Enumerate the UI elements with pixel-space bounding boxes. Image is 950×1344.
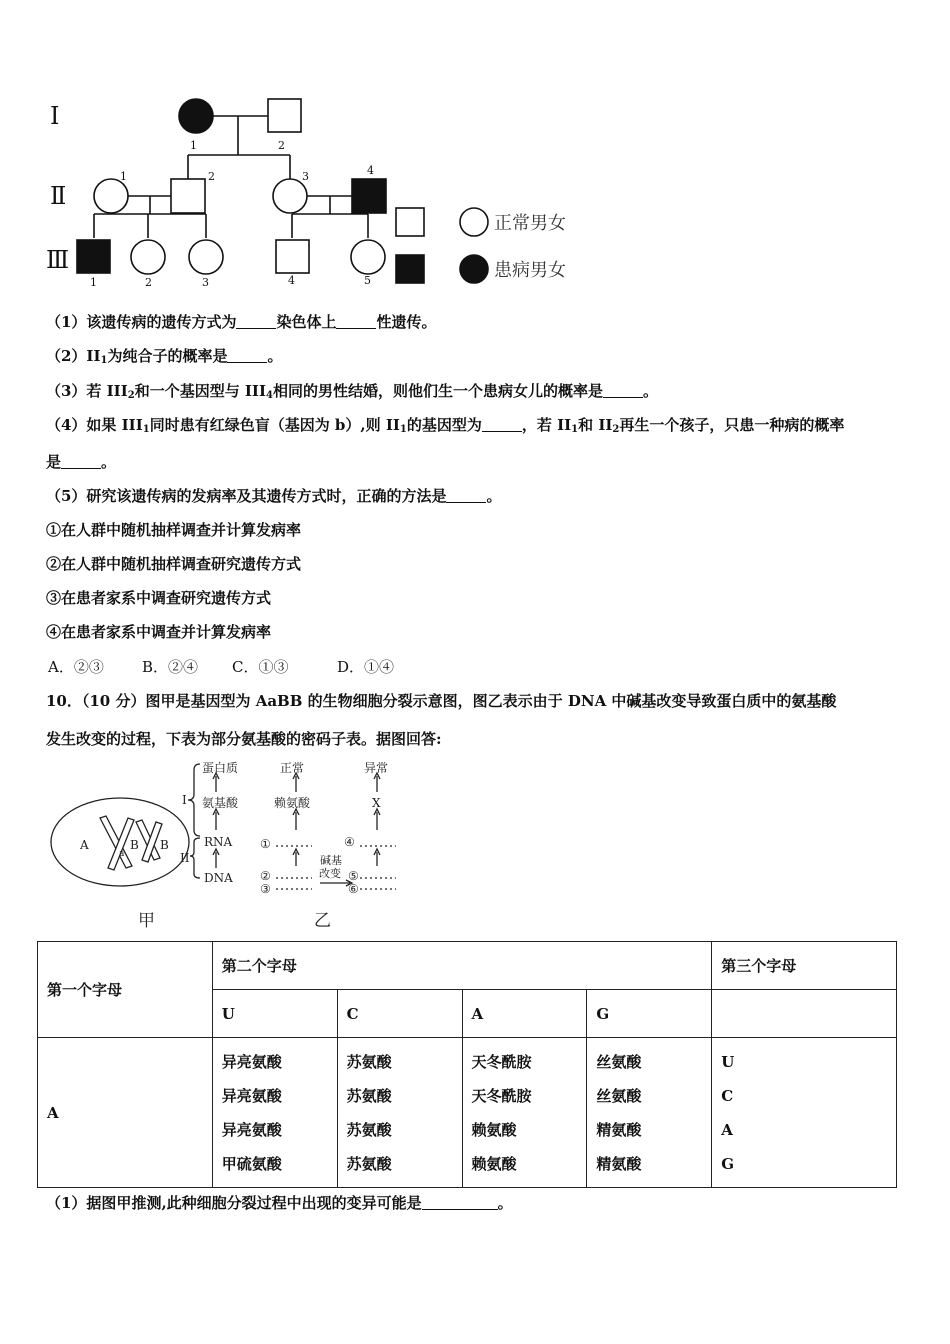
column-A-cells [462,1038,587,1188]
brace-II [190,838,200,878]
figure-label-yi: 乙 [314,911,331,931]
q9-part2-text-b: 为纯合子的概率是 [107,347,228,365]
table-cell: G [721,1154,735,1173]
table-cell: 精氨酸 [596,1120,642,1139]
strand-num-5: ⑤ [348,869,359,883]
answer-blank[interactable] [482,417,522,432]
label-abnormal: 异常 [364,761,389,775]
subscript: 2 [127,390,135,401]
number-III-1: 1 [90,276,97,289]
header-second-letter: 第二个字母 [212,942,711,990]
subscript: 4 [265,390,273,401]
q9-part3-text-d: 。 [642,382,658,400]
q9-part1-text-c: 性遗传。 [376,313,437,331]
generation-label-1: Ⅰ [50,102,60,130]
strand-num-6: ⑥ [348,882,359,896]
individual-III-2 [131,240,165,274]
table-row [38,1038,897,1188]
q9-part4-text-a: （4）如果 III [46,416,143,434]
q9-item-1: ①在人群中随机抽样调查并计算发病率 [46,521,302,539]
number-III-4: 4 [288,274,295,287]
number-III-5: 5 [364,274,371,287]
level-amino-acid: 氨基酸 [202,796,239,810]
table-cell: 天冬酰胺 [471,1086,532,1105]
answer-blank[interactable] [227,348,267,363]
third-letter-cells [712,1038,897,1188]
q9-part3-text-a: （3）若 III [46,382,128,400]
subscript: 1 [142,424,150,435]
table-cell: 苏氨酸 [346,1052,392,1071]
subscript: 1 [571,424,579,435]
second-letter-C: C [337,990,462,1038]
answer-blank[interactable] [61,454,101,469]
q9-part1-text-a: （1）该遗传病的遗传方式为 [46,313,237,331]
q9-part2-text-c: 。 [267,347,283,365]
table-cell: U [721,1052,735,1071]
chromosome-label-a: a [119,849,125,859]
q9-part5 [46,485,501,506]
q9-part4 [46,414,844,435]
option-b[interactable]: B．②④ [142,658,199,676]
figure-label-jia: 甲 [138,911,155,931]
legend-affected-male-icon [396,255,424,283]
number-II-2: 2 [208,170,215,183]
q9-item-2: ②在人群中随机抽样调查研究遗传方式 [46,555,302,573]
chromosome-label-B1: B [130,838,139,852]
q9-item-3: ③在患者家系中调查研究遗传方式 [46,589,272,607]
q9-part3-text-b: 和一个基因型与 III [134,382,266,400]
table-row [38,942,897,990]
individual-III-4 [276,240,309,273]
option-a[interactable]: A．②③ [48,658,104,676]
table-cell: 异亮氨酸 [221,1052,282,1071]
pedigree-chart [40,88,600,293]
q9-part1-text-b: 染色体上 [276,313,337,331]
label-lysine: 赖氨酸 [274,796,311,810]
level-protein: 蛋白质 [202,761,239,775]
individual-II-3 [273,179,307,213]
subscript: 2 [612,424,620,435]
individual-III-3 [189,240,223,274]
individual-III-5 [351,240,385,274]
table-cell-empty [712,990,897,1038]
strand-num-3: ③ [260,882,271,896]
answer-blank[interactable] [422,1195,498,1210]
q9-part4-text-b: 同时患有红绿色盲（基因为 b）,则 II [149,416,400,434]
q10-stem-line1 [46,690,836,711]
number-I-2: 2 [278,139,285,152]
header-first-letter: 第一个字母 [38,942,213,1038]
individual-II-2 [171,179,205,213]
column-U-cells [212,1038,337,1188]
table-cell: 苏氨酸 [346,1086,392,1105]
strand-num-1: ① [260,837,271,851]
option-d[interactable]: D．①④ [337,658,395,676]
subscript: 1 [399,424,407,435]
first-letter-A: A [38,1038,213,1188]
second-letter-G: G [587,990,712,1038]
q9-part5-text-a: （5）研究该遗传病的发病率及其遗传方式时，正确的方法是 [46,487,447,505]
number-II-1: 1 [120,170,127,183]
legend-affected-label: 患病男女 [494,260,566,281]
generation-label-2: Ⅱ [50,182,67,210]
q9-part4-cont [46,451,116,472]
strand-num-4: ④ [344,835,355,849]
q9-part4-text-f: 再生一个孩子，只患一种病的概率 [619,416,845,434]
second-letter-A: A [462,990,587,1038]
q9-item-4: ④在患者家系中调查并计算发病率 [46,623,272,641]
q9-part3 [46,380,658,401]
legend-affected-female-icon [460,255,488,283]
table-cell: A [721,1120,733,1139]
table-cell: 苏氨酸 [346,1154,392,1173]
q10-part1-text-b: 。 [497,1194,513,1212]
number-II-4: 4 [367,164,374,177]
label-normal: 正常 [280,761,305,775]
label-x: X [372,796,381,810]
table-cell: 异亮氨酸 [221,1120,282,1139]
answer-blank[interactable] [446,488,486,503]
codon-table [37,941,897,1188]
q10-part1-text-a: （1）据图甲推测,此种细胞分裂过程中出现的变异可能是 [46,1194,422,1212]
q9-part4-text-d: ，若 II [521,416,572,434]
label-base-change-2: 改变 [319,867,341,880]
level-rna: RNA [204,835,233,849]
subscript: 1 [100,355,108,366]
number-I-1: 1 [190,139,197,152]
q10-part1 [46,1192,513,1213]
q9-part1 [46,311,436,332]
table-cell: 丝氨酸 [596,1052,642,1071]
legend-normal-label: 正常男女 [494,213,566,234]
second-letter-U: U [212,990,337,1038]
legend-normal-male-icon [396,208,424,236]
individual-I-2 [268,99,301,132]
answer-blank[interactable] [336,314,376,329]
column-G-cells [587,1038,712,1188]
answer-blank[interactable] [236,314,276,329]
chromosome-label-A: A [80,838,89,852]
table-cell: 苏氨酸 [346,1120,392,1139]
q9-part4-text-e: 和 II [578,416,613,434]
individual-III-1 [77,240,110,273]
table-cell: C [721,1086,734,1105]
table-cell: 甲硫氨酸 [221,1154,282,1173]
q10-stem-text-1: 10．（10 分）图甲是基因型为 AaBB 的生物细胞分裂示意图，图乙表示由于 DNA 中碱基改变导致蛋白质中的氨基酸 [46,692,837,710]
q9-part2-text-a: （2）II [46,347,101,365]
q9-part3-text-c: 相同的男性结婚，则他们生一个患病女儿的概率是 [272,382,603,400]
option-c[interactable]: C．①③ [232,658,289,676]
individual-II-4 [352,179,386,213]
label-base-change-1: 碱基 [320,854,342,867]
individual-II-1 [94,179,128,213]
number-III-3: 3 [202,276,209,289]
number-III-2: 2 [145,276,152,289]
level-dna: DNA [204,871,233,885]
cell-division-figure [44,756,414,934]
number-II-3: 3 [302,170,309,183]
table-cell: 赖氨酸 [471,1154,517,1173]
q9-part4-text-c: 的基因型为 [406,416,482,434]
table-cell: 丝氨酸 [596,1086,642,1105]
column-C-cells [337,1038,462,1188]
table-cell: 赖氨酸 [471,1120,517,1139]
table-cell: 精氨酸 [596,1154,642,1173]
q9-part5-text-b: 。 [486,487,502,505]
roman-II: II [180,851,190,865]
table-cell: 天冬酰胺 [471,1052,532,1071]
q10-stem-line2: 发生改变的过程，下表为部分氨基酸的密码子表。据图回答: [46,730,442,748]
header-third-letter: 第三个字母 [712,942,897,990]
q9-part4-text-h: 。 [101,453,117,471]
chromosome-label-B2: B [160,838,169,852]
legend-normal-female-icon [460,208,488,236]
brace-I [188,764,200,836]
q9-part2 [46,345,282,366]
generation-label-3: Ⅲ [46,246,70,274]
strand-num-2: ② [260,869,271,883]
q9-part4-text-g: 是 [46,453,62,471]
answer-blank[interactable] [603,383,643,398]
roman-I: I [182,793,187,807]
table-cell: 异亮氨酸 [221,1086,282,1105]
individual-I-1 [179,99,213,133]
